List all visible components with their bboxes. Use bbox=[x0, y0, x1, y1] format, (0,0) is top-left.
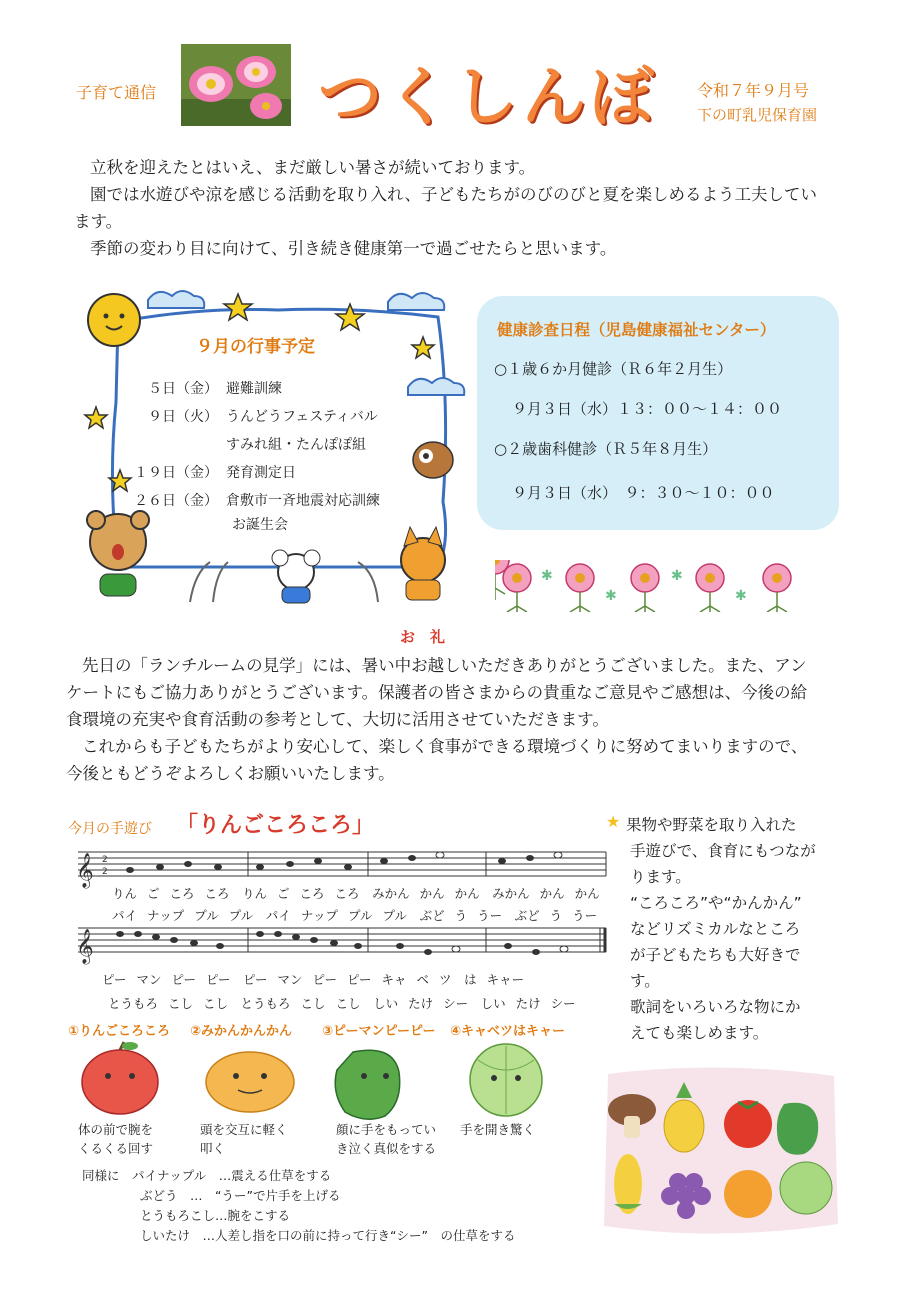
event-date-2: ９日（火） bbox=[148, 409, 218, 425]
apple-icon bbox=[82, 1042, 158, 1114]
side-line-2: 手遊びで、食育にもつなが bbox=[630, 842, 816, 860]
sun-icon bbox=[88, 294, 140, 346]
song-title: 「りんごころころ」 bbox=[176, 813, 375, 838]
health-line-4: ９月３日（水） ９：３０～１０：００ bbox=[512, 484, 775, 502]
health-line-3: ○２歳歯科健診（Ｒ５年８月生） bbox=[494, 440, 718, 458]
step-illustrations bbox=[78, 1040, 578, 1120]
lyrics-row-2b: とうもろ こし こし とうもろ こし こし しい たけ シー しい たけ シー bbox=[108, 996, 576, 1011]
step-3-label: ③ピーマンピーピー bbox=[322, 1024, 436, 1039]
svg-text:𝄞: 𝄞 bbox=[76, 929, 94, 964]
pepper-icon bbox=[777, 1103, 818, 1155]
cabbage-icon bbox=[470, 1044, 542, 1116]
newsletter-label: 子育て通信 bbox=[76, 83, 157, 102]
health-line-2: ９月３日（水）１３：００～１４：００ bbox=[512, 400, 783, 418]
lyrics-row-2a: ピー マン ピー ピー ピー マン ピー ピー キャ ベ ツ は キャー bbox=[102, 972, 525, 987]
nursery-name: 下の町乳児保育園 bbox=[697, 106, 818, 124]
intro-line-3: ます。 bbox=[74, 212, 123, 231]
bear-icon bbox=[87, 511, 149, 596]
side-line-4: “ころころ”や“かんかん” bbox=[630, 894, 802, 912]
thanks-line-2: ケートにもご協力ありがとうございます。保護者の皆さまからの貴重なご意見やご感想は、今後の給 bbox=[66, 683, 808, 702]
side-line-7: す。 bbox=[630, 972, 660, 990]
event-text-1: 避難訓練 bbox=[226, 381, 282, 397]
step-1-desc: 体の前で腕を くるくる回す bbox=[78, 1122, 154, 1156]
fruit-vegetable-illustration bbox=[598, 1064, 842, 1239]
time-signature-bottom: 2 bbox=[102, 867, 108, 877]
mandarin-icon bbox=[206, 1052, 294, 1112]
time-signature-top: 2 bbox=[102, 855, 108, 865]
side-line-6: が子どもたちも大好きで bbox=[630, 946, 801, 964]
intro-line-1: 立秋を迎えたとはいえ、まだ厳しい暑さが続いております。 bbox=[90, 158, 536, 177]
side-line-9: えても楽しめます。 bbox=[630, 1024, 769, 1042]
bird-icon bbox=[413, 442, 453, 478]
lyrics-row-1a: りん ご ころ ころ りん ご ころ ころ みかん かん かん みかん かん かん bbox=[112, 886, 600, 901]
cosmos-border-illustration bbox=[495, 560, 825, 612]
step-3-desc: 顔に手をもってい き泣く真似をする bbox=[336, 1122, 437, 1156]
health-title: 健康診査日程（児島健康福祉センター） bbox=[497, 321, 776, 339]
intro-line-4: 季節の変わり目に向けて、引き続き健康第一で過ごせたらと思います。 bbox=[90, 239, 617, 258]
side-line-3: ります。 bbox=[630, 868, 691, 886]
thanks-line-1: 先日の「ランチルームの見学」には、暑い中お越しいただきありがとうございました。また、アン bbox=[82, 656, 807, 675]
thanks-line-4: これからも子どもたちがより安心して、楽しく食事ができる環境づくりに努めてまいりますので、 bbox=[82, 737, 808, 756]
event-date-5: ２６日（金） bbox=[134, 493, 218, 509]
svg-text:✱: ✱ bbox=[735, 588, 747, 604]
event-text-2: うんどうフェスティバル bbox=[226, 409, 378, 425]
tomato-icon bbox=[724, 1100, 772, 1148]
side-line-5: などリズミカルなところ bbox=[630, 920, 801, 938]
thanks-line-5: 今後ともどうぞよろしくお願いいたします。 bbox=[66, 764, 395, 783]
song-label: 今月の手遊び bbox=[68, 821, 152, 837]
side-line-8: 歌詞をいろいろな物にか bbox=[630, 998, 801, 1016]
svg-text:𝄞: 𝄞 bbox=[76, 853, 94, 888]
note-line-1: 同様に パイナップル …震える仕草をする bbox=[82, 1168, 332, 1183]
corn-icon bbox=[614, 1154, 642, 1214]
events-title: ９月の行事予定 bbox=[196, 337, 315, 357]
step-4-desc: 手を開き驚く bbox=[460, 1122, 536, 1137]
event-date-4: １９日（金） bbox=[134, 465, 218, 481]
note-line-2: ぶどう … “うー”で片手を上げる bbox=[140, 1188, 341, 1203]
orange-icon bbox=[724, 1170, 772, 1218]
event-text-3: すみれ組・たんぽぽ組 bbox=[226, 437, 366, 453]
event-date-1: ５日（金） bbox=[148, 381, 218, 397]
step-1-label: ①りんごころころ bbox=[68, 1024, 171, 1039]
intro-line-2: 園では水遊びや涼を感じる活動を取り入れ、子どもたちがのびのびと夏を楽しめるよう工夫してい bbox=[90, 185, 817, 204]
cabbage-small-icon bbox=[780, 1162, 832, 1214]
thanks-line-3: 食環境の充実や食育活動の参考として、大切に活用させていただきます。 bbox=[66, 710, 609, 729]
cosmos-photo bbox=[181, 44, 291, 126]
side-line-1: 果物や野菜を取り入れた bbox=[626, 816, 797, 834]
svg-text:✱: ✱ bbox=[541, 568, 553, 584]
event-text-5: 倉敷市一斉地震対応訓練 bbox=[226, 493, 380, 509]
step-2-desc: 頭を交互に軽く 叩く bbox=[200, 1122, 288, 1156]
svg-text:✱: ✱ bbox=[671, 568, 683, 584]
green-pepper-icon bbox=[335, 1050, 400, 1119]
mouse-icon bbox=[272, 550, 320, 603]
thanks-heading: お 礼 bbox=[400, 628, 446, 646]
note-line-4: しいたけ …人差し指を口の前に持って行き“シー” の仕草をする bbox=[140, 1228, 516, 1243]
issue-date: 令和７年９月号 bbox=[697, 81, 810, 100]
health-line-1: ○１歳６か月健診（Ｒ６年２月生） bbox=[494, 360, 733, 378]
step-4-label: ④キャベツはキャー bbox=[450, 1024, 566, 1039]
lyrics-row-1b: パイ ナップ プル プル パイ ナップ プル プル ぶど う うー ぶど う うー bbox=[112, 908, 598, 923]
event-text-6: お誕生会 bbox=[232, 517, 288, 533]
newsletter-title: つくしんぼ bbox=[318, 61, 658, 135]
note-line-3: とうもろこし…腕をこする bbox=[140, 1208, 291, 1223]
event-text-4: 発育測定日 bbox=[226, 465, 296, 481]
svg-text:✱: ✱ bbox=[605, 588, 617, 604]
fox-icon bbox=[401, 527, 445, 600]
star-bullet-icon: ★ bbox=[606, 812, 621, 831]
step-2-label: ②みかんかんかん bbox=[190, 1024, 293, 1039]
